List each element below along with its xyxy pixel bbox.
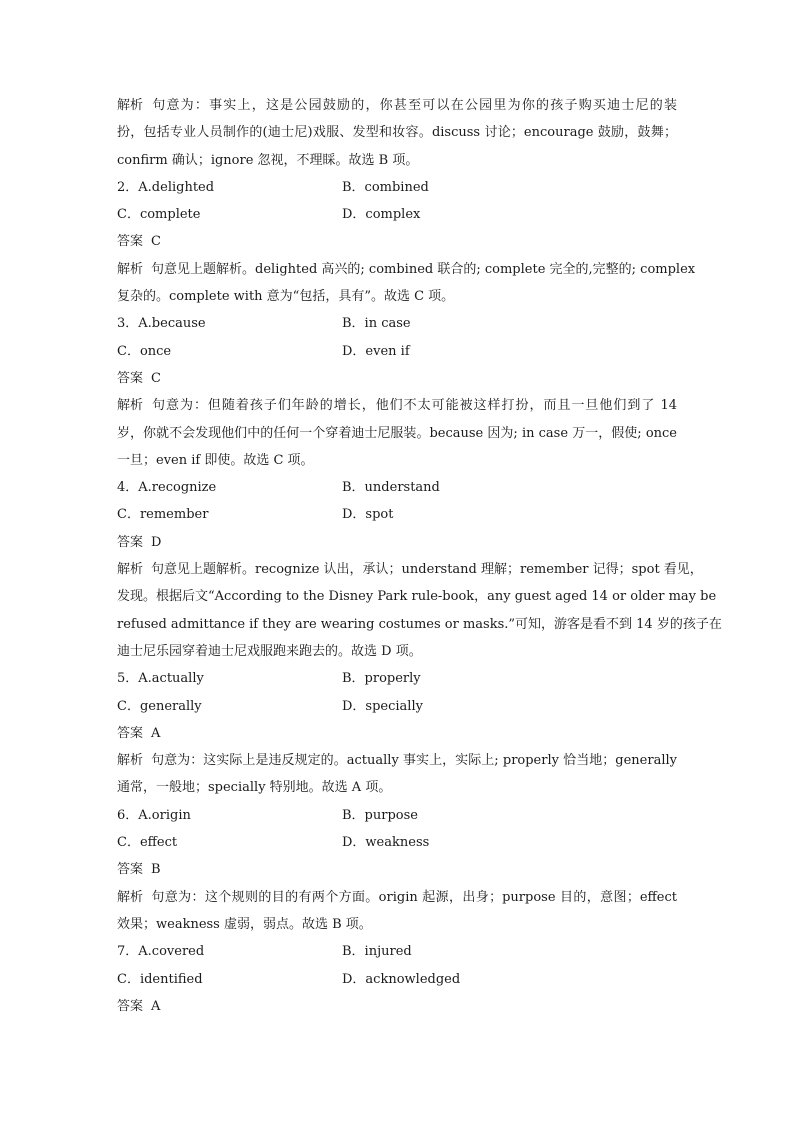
answer-value: A <box>151 998 161 1014</box>
analysis-label: 解析 <box>117 398 144 414</box>
options-row <box>117 501 677 528</box>
question-4 <box>117 474 722 665</box>
analysis-block-1 <box>117 92 677 174</box>
option-d: D．acknowledged <box>342 971 461 987</box>
analysis-label: 解析 <box>117 261 144 277</box>
option-c: C．remember <box>117 507 209 523</box>
analysis-line: 解析 句意为：这实际上是违反规定的。actually 事实上，实际上; properly 恰当地；generally <box>117 747 677 774</box>
options-row <box>117 474 677 501</box>
analysis-line: 通常，一般地；specially 特别地。故选 A 项。 <box>117 780 392 796</box>
question-3 <box>117 310 677 474</box>
options-row <box>117 310 677 337</box>
options-row <box>117 201 677 228</box>
answer-line <box>117 720 677 747</box>
option-a: A.covered <box>138 944 205 960</box>
answer-value: C <box>151 234 161 250</box>
option-c: C．effect <box>117 835 178 851</box>
analysis-line: 迪士尼乐园穿着迪士尼戏服跑来跑去的。故选 D 项。 <box>117 643 422 659</box>
option-a: A.recognize <box>138 480 217 496</box>
option-a: A.delighted <box>138 179 215 195</box>
answer-line <box>117 228 677 255</box>
answer-line <box>117 993 677 1020</box>
question-number: 4． <box>117 480 139 496</box>
analysis-line: 扮，包括专业人员制作的(迪士尼)戏服、发型和妆容。discuss 讨论；encourage 鼓励，鼓舞； <box>117 125 677 141</box>
option-b: B．properly <box>342 671 421 687</box>
answer-label: 答案 <box>117 534 144 550</box>
options-row <box>117 966 677 993</box>
analysis-line: 解析 句意为：事实上，这是公园鼓励的，你甚至可以在公园里为你的孩子购买迪士尼的装 <box>117 92 677 119</box>
options-row <box>117 174 677 201</box>
answer-value: C <box>151 370 161 386</box>
option-a: A.because <box>138 316 206 332</box>
options-row <box>117 938 677 965</box>
answer-label: 答案 <box>117 862 144 878</box>
option-b: B．understand <box>342 480 440 496</box>
option-c: C．complete <box>117 207 201 223</box>
analysis-label: 解析 <box>117 889 144 905</box>
analysis-line: 复杂的。complete with 意为“包括，具有”。故选 C 项。 <box>117 289 455 305</box>
answer-line <box>117 365 677 392</box>
analysis-label: 解析 <box>117 753 144 769</box>
options-row <box>117 693 677 720</box>
analysis-line: 解析 句意为：但随着孩子们年龄的增长，他们不太可能被这样打扮，而且一旦他们到了 14 <box>117 392 677 419</box>
options-row <box>117 665 677 692</box>
analysis-line: 解析 句意为：这个规则的目的有两个方面。origin 起源，出身；purpose 目的，意图；effect <box>117 884 677 911</box>
analysis-label: 解析 <box>117 562 144 578</box>
analysis-line: 效果；weakness 虚弱，弱点。故选 B 项。 <box>117 916 372 932</box>
analysis-line: 一旦；even if 即使。故选 C 项。 <box>117 452 314 468</box>
option-c: C．identified <box>117 971 203 987</box>
question-number: 5． <box>117 671 139 687</box>
question-5 <box>117 665 677 801</box>
analysis-line: refused admittance if they are wearing costumes or masks.”可知，游客是看不到 14 岁的孩子在 <box>117 616 722 632</box>
options-row <box>117 802 677 829</box>
analysis-line: 解析 句意见上题解析。delighted 高兴的; combined 联合的; complete 完全的,完整的; complex <box>117 256 677 283</box>
question-number: 6． <box>117 807 139 823</box>
option-b: B．in case <box>342 316 411 332</box>
analysis-line: 岁，你就不会发现他们中的任何一个穿着迪士尼服装。because 因为; in case 万一，假使; once <box>117 425 677 441</box>
option-a: A.actually <box>138 671 204 687</box>
option-c: C．once <box>117 343 172 359</box>
answer-value: A <box>151 725 161 741</box>
option-c: C．generally <box>117 698 202 714</box>
question-2 <box>117 174 696 310</box>
answer-line <box>117 856 677 883</box>
analysis-label: 解析 <box>117 98 144 113</box>
answer-label: 答案 <box>117 725 144 741</box>
options-row <box>117 338 677 365</box>
option-d: D．spot <box>342 507 394 523</box>
question-number: 3． <box>117 316 139 332</box>
answer-value: D <box>151 534 162 550</box>
answer-label: 答案 <box>117 234 144 250</box>
answer-label: 答案 <box>117 998 144 1014</box>
option-d: D．even if <box>342 343 410 359</box>
question-7 <box>117 938 677 1020</box>
option-b: B．injured <box>342 944 412 960</box>
option-b: B．combined <box>342 179 429 195</box>
question-number: 2． <box>117 179 139 195</box>
analysis-line: confirm 确认；ignore 忽视，不理睬。故选 B 项。 <box>117 152 419 168</box>
option-d: D．complex <box>342 207 421 223</box>
document-page <box>117 92 722 1020</box>
option-d: D．weakness <box>342 835 430 851</box>
options-row <box>117 829 677 856</box>
analysis-line: 解析 句意见上题解析。recognize 认出，承认；understand 理解；remember 记得；spot 看见， <box>117 556 677 583</box>
option-b: B．purpose <box>342 807 418 823</box>
answer-value: B <box>151 862 161 878</box>
answer-label: 答案 <box>117 370 144 386</box>
question-number: 7． <box>117 944 139 960</box>
answer-line <box>117 529 677 556</box>
question-6 <box>117 802 677 938</box>
option-d: D．specially <box>342 698 423 714</box>
analysis-line: 发现。根据后文“According to the Disney Park rule-book，any guest aged 14 or older may be <box>117 589 717 605</box>
option-a: A.origin <box>138 807 191 823</box>
